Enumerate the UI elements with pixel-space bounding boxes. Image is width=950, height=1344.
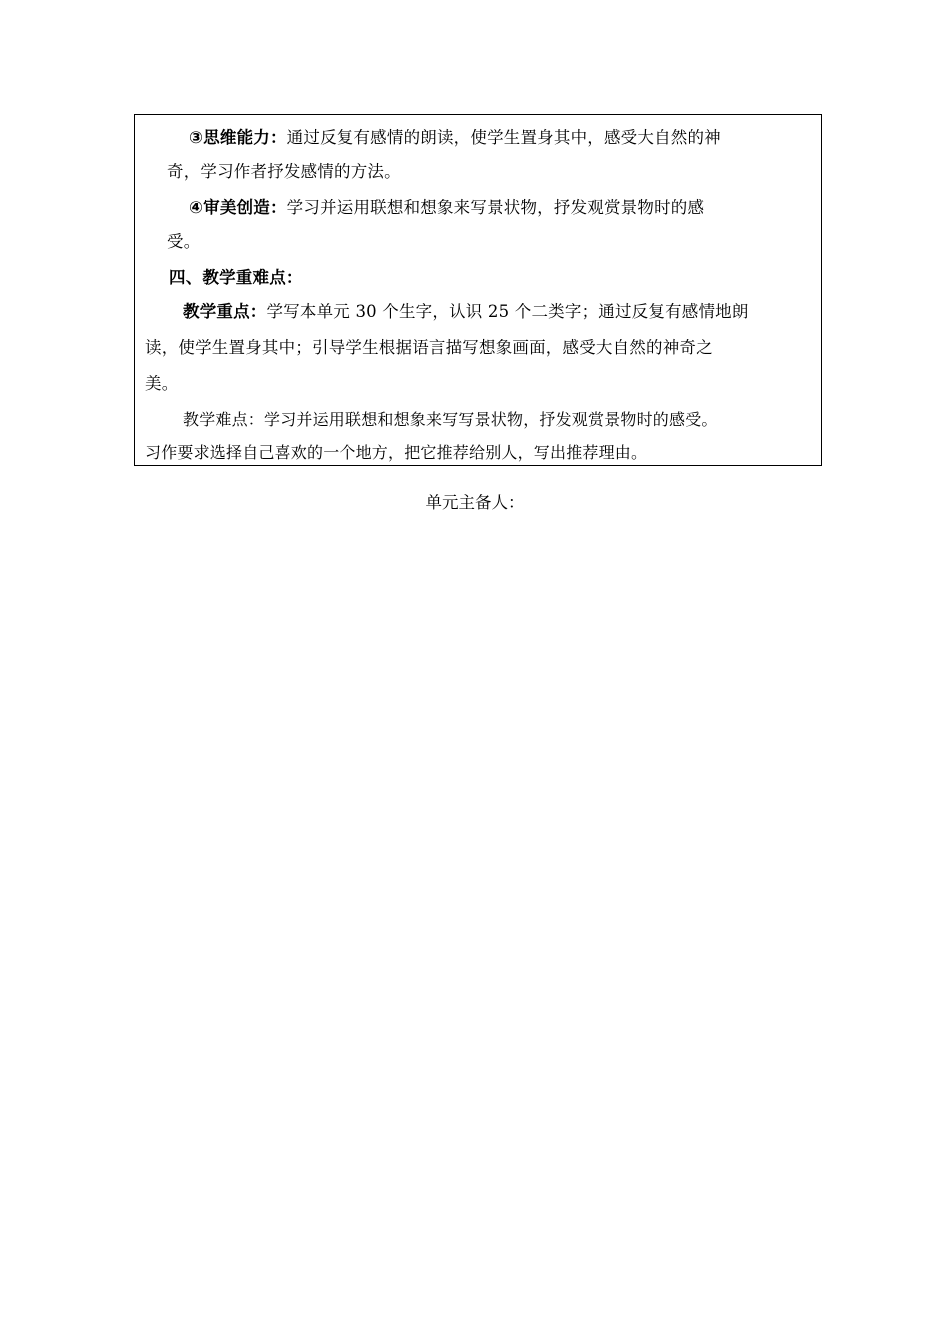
item4-label: ④审美创造：: [189, 198, 287, 217]
item4-line2: 受。: [167, 232, 201, 251]
key-line1: [183, 301, 749, 323]
key-label: 教学重点：: [183, 302, 267, 321]
content-box: [134, 114, 822, 466]
unit-preparer-label: 单元主备人：: [425, 493, 525, 512]
item4-line1: [189, 197, 704, 219]
key-line2: 读，使学生置身其中；引导学生根据语言描写想象画面，感受大自然的神奇之: [145, 338, 713, 357]
key-line3: 美。: [145, 374, 179, 393]
key-text-l1: 学写本单元 30 个生字，认识 25 个二类字；通过反复有感情地朗: [266, 302, 749, 321]
heading-key-difficult: 四、教学重难点：: [169, 268, 303, 287]
item3-label: ③思维能力：: [189, 128, 287, 147]
item4-text-l1: 学习并运用联想和想象来写景状物，抒发观赏景物时的感: [286, 198, 705, 217]
difficult-line2: 习作要求选择自己喜欢的一个地方，把它推荐给别人，写出推荐理由。: [145, 443, 648, 462]
item3-line1: [189, 127, 721, 149]
item3-text-l1: 通过反复有感情的朗读，使学生置身其中，感受大自然的神: [286, 128, 721, 147]
difficult-line1: 教学难点：学习并运用联想和想象来写写景状物，抒发观赏景物时的感受。: [183, 410, 718, 429]
item3-line2: 奇，学习作者抒发感情的方法。: [167, 162, 401, 181]
